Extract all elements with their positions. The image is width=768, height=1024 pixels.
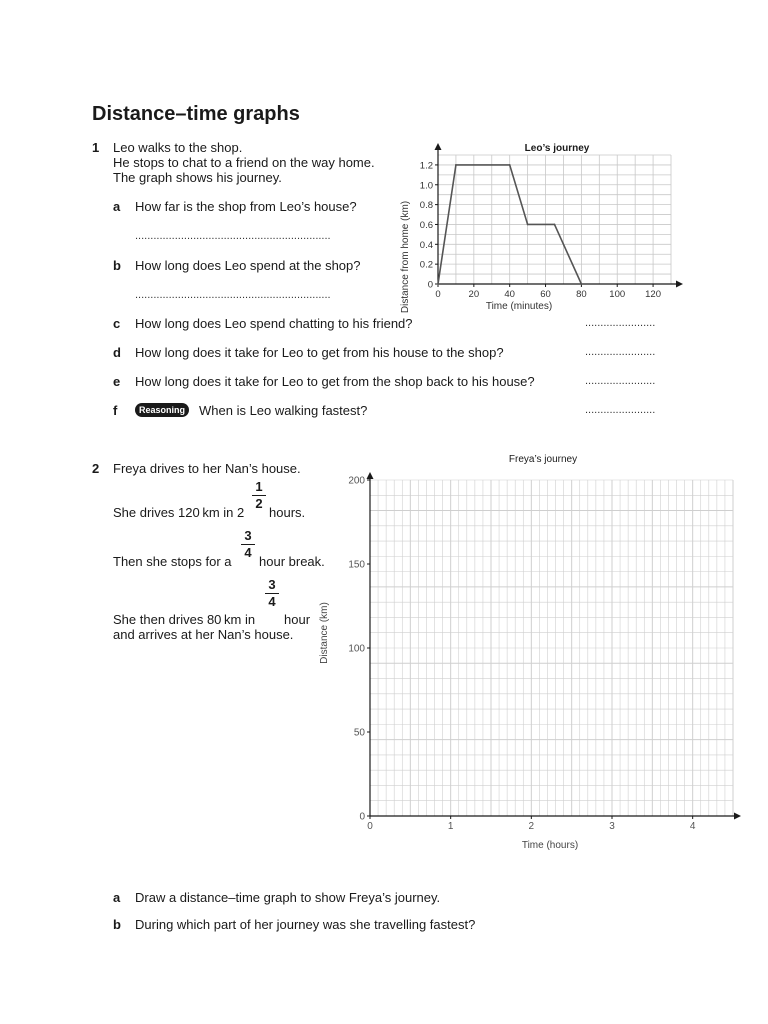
q1-part-c-question: How long does Leo spend chatting to his friend? (135, 316, 413, 331)
leo-y-tick-label: 0.6 (419, 219, 433, 231)
fraction-three-quarters-denominator: 4 (244, 545, 252, 560)
leo-y-tick-label: 1.2 (419, 160, 433, 172)
leo-chart-y-label: Distance from home (km) (400, 200, 411, 314)
q1-part-f-letter: f (113, 403, 118, 418)
leo-series-point (581, 283, 583, 285)
q1-part-f-question: When is Leo walking fastest? (199, 403, 368, 418)
q1-part-a-letter: a (113, 199, 121, 214)
leo-x-tick-label: 120 (645, 289, 662, 300)
leo-y-tick-label: 0.8 (419, 200, 433, 212)
freya-y-axis-arrow (367, 472, 374, 479)
question-2-line-2-start: She drives 120 km in 2 (113, 505, 245, 520)
fraction-three-quarters (241, 529, 255, 559)
leo-series-point (527, 224, 529, 226)
page-title: Distance–time graphs (92, 103, 300, 125)
freya-x-tick-label: 3 (609, 821, 615, 832)
q1-part-d-question: How long does it take for Leo to get from his house to the shop? (135, 345, 504, 360)
leo-x-tick-label: 0 (435, 289, 441, 300)
leo-chart-grid (438, 155, 671, 284)
leo-y-tick-label: 1.0 (419, 180, 433, 192)
leo-x-tick-label: 40 (504, 289, 515, 300)
freya-chart-x-label: Time (hours) (521, 840, 579, 851)
q1-part-a-answer-line[interactable]: ................................................................ (135, 230, 331, 242)
leo-chart-title: Leo’s journey (524, 143, 590, 154)
freya-x-tick-label: 1 (447, 821, 454, 832)
q1-part-d-letter: d (113, 345, 121, 360)
reasoning-badge: Reasoning (135, 403, 189, 417)
freya-chart-y-label: Distance (km) (319, 602, 330, 664)
fraction-three-quarters-2-denominator: 4 (268, 594, 276, 609)
question-2-line-4-end: hour (284, 612, 311, 627)
freya-journey-chart (312, 446, 742, 856)
q1-part-d-answer-line[interactable]: ....................... (585, 346, 656, 358)
q1-part-c-letter: c (113, 316, 121, 331)
question-2-line-2-end: hours. (269, 505, 306, 520)
freya-y-tick-label: 200 (348, 475, 365, 487)
leo-series-point (455, 164, 457, 166)
question-2-number: 2 (92, 461, 100, 476)
freya-x-tick-label: 2 (528, 821, 535, 832)
freya-x-tick-label: 0 (367, 821, 373, 832)
q2-part-a-question: Draw a distance–time graph to show Freya’s journey. (135, 890, 441, 905)
freya-y-tick-label: 100 (348, 643, 365, 655)
freya-chart-grid[interactable] (370, 480, 733, 816)
question-2-line-5: and arrives at her Nan’s house. (113, 627, 294, 642)
q1-part-b-letter: b (113, 258, 121, 273)
leo-y-tick-label: 0.4 (419, 239, 433, 251)
q2-part-a-letter: a (113, 890, 121, 905)
freya-y-tick-label: 0 (359, 811, 365, 823)
q1-part-e-letter: e (113, 374, 121, 389)
freya-chart-ticks (348, 476, 696, 833)
fraction-one-half-denominator: 2 (255, 496, 263, 511)
question-2-line-3-start: Then she stops for a (113, 554, 232, 569)
leo-x-tick-label: 80 (576, 289, 587, 300)
leo-x-tick-label: 20 (468, 289, 480, 300)
q2-part-b-question: During which part of her journey was she travelling fastest? (135, 917, 476, 932)
question-1-intro-line-3: The graph shows his journey. (113, 170, 282, 185)
leo-chart-x-label: Time (minutes) (485, 301, 553, 312)
leo-series-point (437, 283, 439, 285)
question-1-number: 1 (92, 140, 100, 155)
freya-y-tick-label: 50 (353, 727, 365, 739)
q1-part-a-question: How far is the shop from Leo’s house? (135, 199, 357, 214)
q1-part-c-answer-line[interactable]: ....................... (585, 317, 656, 329)
q1-part-e-question: How long does it take for Leo to get from the shop back to his house? (135, 374, 535, 389)
q2-part-b-letter: b (113, 917, 121, 932)
question-2-line-1: Freya drives to her Nan’s house. (113, 461, 301, 476)
q1-part-b-question: How long does Leo spend at the shop? (135, 258, 361, 273)
fraction-three-quarters-numerator: 3 (244, 528, 252, 543)
leo-y-tick-label: 0 (427, 279, 433, 291)
leo-y-axis-arrow (435, 143, 442, 150)
question-2-line-4-start: She then drives 80 km in (113, 612, 256, 627)
q1-part-b-answer-line[interactable]: ................................................................ (135, 289, 331, 301)
leo-x-tick-label: 60 (540, 289, 551, 300)
freya-x-axis-arrow (734, 813, 741, 820)
q1-part-f-answer-line[interactable]: ....................... (585, 404, 656, 416)
q1-part-e-answer-line[interactable]: ....................... (585, 375, 656, 387)
fraction-one-half (252, 480, 266, 510)
question-1-intro-line-1: Leo walks to the shop. (113, 140, 243, 155)
freya-x-tick-label: 4 (689, 821, 696, 832)
leo-series-point (554, 224, 556, 226)
leo-x-tick-label: 100 (609, 289, 626, 300)
fraction-one-half-numerator: 1 (255, 479, 263, 494)
question-1-intro-line-2: He stops to chat to a friend on the way home. (113, 155, 375, 170)
question-2-line-3-end: hour break. (259, 554, 325, 569)
leo-y-tick-label: 0.2 (419, 259, 433, 271)
freya-y-tick-label: 150 (348, 559, 365, 571)
fraction-three-quarters-2 (265, 578, 279, 608)
freya-chart-title: Freya’s journey (508, 454, 578, 465)
leo-x-axis-arrow (676, 281, 683, 288)
leo-series-point (509, 164, 511, 166)
leo-journey-chart (396, 138, 686, 314)
fraction-three-quarters-2-numerator: 3 (268, 577, 276, 592)
